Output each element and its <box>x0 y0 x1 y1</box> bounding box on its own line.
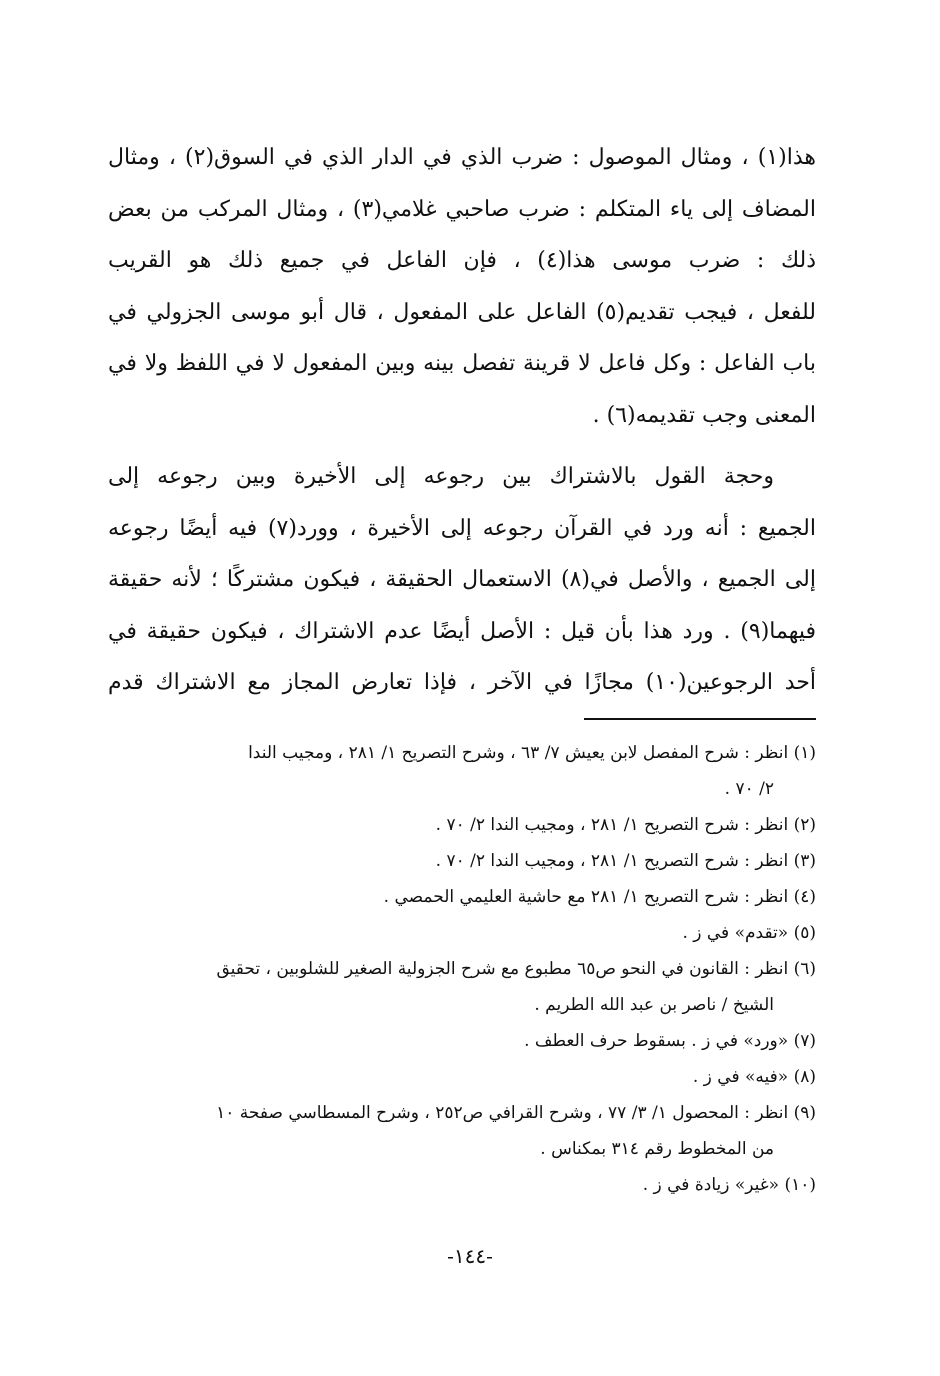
text-line: أحد الرجوعين(١٠) مجازًا في الآخر ، فإذا تعارض المجاز مع الاشتراك قدم <box>108 670 816 695</box>
text-line: إلى الجميع ، والأصل في(٨) الاستعمال الحقيقة ، فيكون مشتركًا ؛ لأنه حقيقة <box>108 567 816 592</box>
footnote-10: (١٠) «غير» زيادة في ز . <box>642 1175 816 1195</box>
footnote-7: (٧) «ورد» في ز . بسقوط حرف العطف . <box>524 1031 816 1051</box>
paragraph-1 <box>108 132 816 441</box>
paragraph-2 <box>108 451 816 709</box>
footnote-1: (١) انظر : شرح المفصل لابن يعيش ٧/ ٦٣ ، وشرح التصريح ١/ ٢٨١ ، ومجيب الندا <box>248 743 816 763</box>
footnote-4: (٤) انظر : شرح التصريح ١/ ٢٨١ مع حاشية العليمي الحمصي . <box>383 887 816 907</box>
footnote-8: (٨) «فيه» في ز . <box>692 1067 816 1087</box>
footnote-3: (٣) انظر : شرح التصريح ١/ ٢٨١ ، ومجيب الندا ٢/ ٧٠ . <box>435 851 816 871</box>
footnote-6-continuation: الشيخ / ناصر بن عبد الله الطريم . <box>534 995 774 1015</box>
text-line: الجميع : أنه ورد في القرآن رجوعه إلى الأخيرة ، وورد(٧) فيه أيضًا رجوعه <box>108 515 816 541</box>
footnote-2: (٢) انظر : شرح التصريح ١/ ٢٨١ ، ومجيب الندا ٢/ ٧٠ . <box>435 815 816 835</box>
footnote-9-continuation: من المخطوط رقم ٣١٤ بمكناس . <box>540 1139 774 1159</box>
text-line: هذا(١) ، ومثال الموصول : ضرب الذي في الدار الذي في السوق(٢) ، ومثال <box>108 145 816 170</box>
footnotes <box>108 735 816 1203</box>
text-line: المعنى وجب تقديمه(٦) . <box>592 402 816 428</box>
text-line: المضاف إلى ياء المتكلم : ضرب صاحبي غلامي(٣) ، ومثال المركب من بعض <box>108 196 816 222</box>
footnote-1-continuation: ٢/ ٧٠ . <box>724 779 774 799</box>
text-line: فيهما(٩) . ورد هذا بأن قيل : الأصل أيضًا عدم الاشتراك ، فيكون حقيقة في <box>108 618 816 644</box>
text-line: ذلك : ضرب موسى هذا(٤) ، فإن الفاعل في جميع ذلك هو القريب <box>108 248 816 273</box>
text-line: باب الفاعل : وكل فاعل لا قرينة تفصل بينه وبين المفعول لا في اللفظ ولا في <box>108 351 816 376</box>
footnote-5: (٥) «تقدم» في ز . <box>682 923 816 943</box>
page-number: -١٤٤- <box>447 1244 493 1268</box>
text-line: للفعل ، فيجب تقديم(٥) الفاعل على المفعول ، قال أبو موسى الجزولي في <box>108 299 816 325</box>
text-line: وحجة القول بالاشتراك بين رجوعه إلى الأخيرة وبين رجوعه إلى <box>108 464 774 489</box>
main-text <box>108 132 816 709</box>
footnote-separator <box>584 718 816 720</box>
footnote-9: (٩) انظر : المحصول ١/ ٣/ ٧٧ ، وشرح القرافي ص٢٥٢ ، وشرح المسطاسي صفحة ١٠ <box>216 1103 816 1123</box>
footnote-6: (٦) انظر : القانون في النحو ص٦٥ مطبوع مع شرح الجزولية الصغير للشلوبين ، تحقيق <box>216 959 816 979</box>
